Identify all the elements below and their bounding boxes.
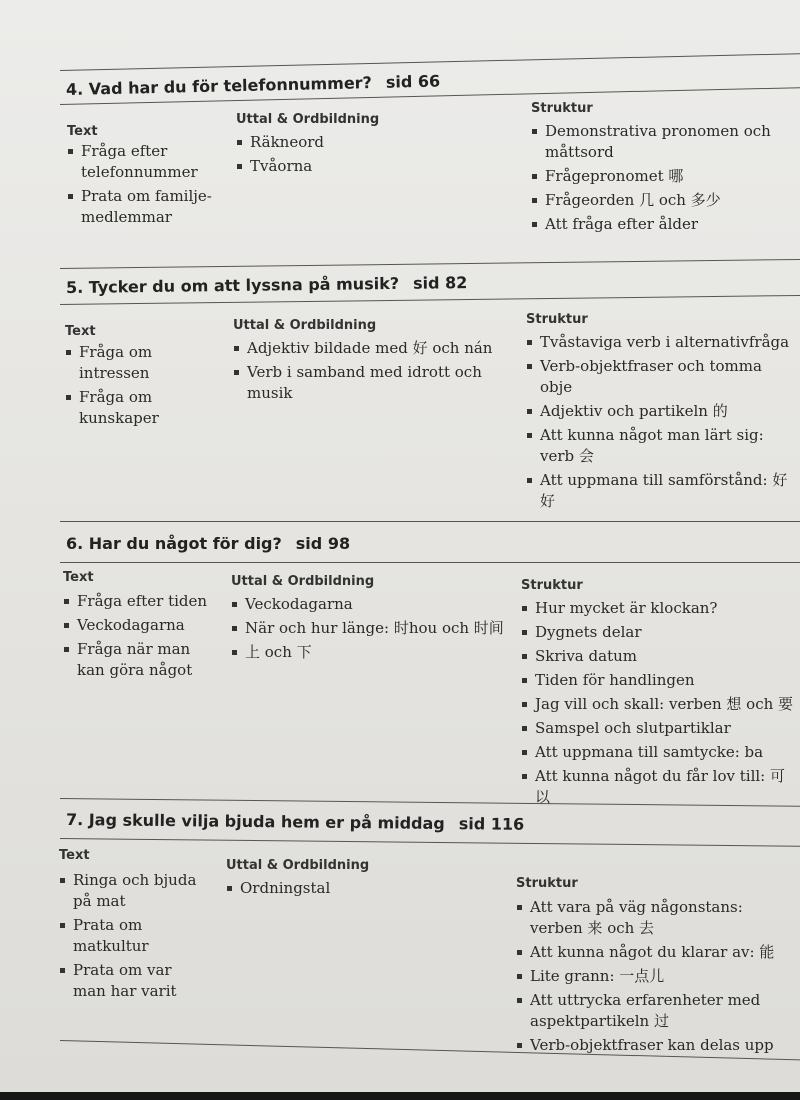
page-reference: sid 82 <box>412 273 468 293</box>
struktur-list <box>531 121 791 238</box>
list-item: Demonstrativa pronomen och måttsord <box>531 121 791 163</box>
text-column-heading: Text <box>63 570 94 585</box>
text-list <box>63 591 218 684</box>
section-top-rule <box>60 259 800 269</box>
list-item: Att uppmana till samförstånd: 好 好 <box>526 470 794 512</box>
list-item: Att kunna något du klarar av: 能 <box>516 942 794 963</box>
section-7-heading <box>66 810 524 834</box>
page-reference: sid 66 <box>385 71 441 92</box>
list-item: Prata om familje-medlemmar <box>67 186 217 228</box>
list-item: Verb-objektfraser och tomma obje <box>526 356 794 398</box>
section-divider <box>60 295 800 305</box>
text-list <box>59 870 209 1005</box>
list-item: Att uttrycka erfarenheter med aspektpartikeln 过 <box>516 990 794 1032</box>
list-item: Fråga när man kan göra något <box>63 639 218 681</box>
text-column-heading: Text <box>59 848 90 863</box>
list-item: Frågepronomet 哪 <box>531 166 791 187</box>
list-item: Tvåorna <box>236 156 486 177</box>
section-title: 6. Har du något för dig? <box>66 534 282 553</box>
list-item: Frågeorden 几 och 多少 <box>531 190 791 211</box>
list-item: Lite grann: 一点儿 <box>516 966 794 987</box>
section-5-heading <box>66 273 468 297</box>
uttal-list <box>236 132 486 180</box>
uttal-list <box>233 338 503 407</box>
section-top-rule <box>60 521 800 522</box>
list-item: Dygnets delar <box>521 622 796 643</box>
text-list <box>67 141 217 231</box>
list-item: Att kunna något man lärt sig: verb 会 <box>526 425 794 467</box>
list-item: Fråga efter tiden <box>63 591 218 612</box>
section-title: 7. Jag skulle vilja bjuda hem er på middag <box>65 810 445 833</box>
list-item: Adjektiv bildade med 好 och nán <box>233 338 503 359</box>
list-item: Ordningstal <box>226 878 486 899</box>
list-item: Ringa och bjuda på mat <box>59 870 209 912</box>
list-item: Jag vill och skall: verben 想 och 要 <box>521 694 796 715</box>
list-item: Skriva datum <box>521 646 796 667</box>
list-item: Verb i samband med idrott och musik <box>233 362 503 404</box>
struktur-list <box>526 332 794 515</box>
list-item: Verb-objektfraser kan delas upp <box>516 1035 794 1056</box>
page-edge-shadow <box>0 1092 800 1100</box>
section-title: 4. Vad har du för telefonnummer? <box>65 73 373 99</box>
list-item: 上 och 下 <box>231 642 506 663</box>
struktur-list <box>516 897 794 1059</box>
uttal-column-heading: Uttal & Ordbildning <box>226 858 370 873</box>
page-reference: sid 98 <box>295 534 351 553</box>
list-item: Tiden för handlingen <box>521 670 796 691</box>
section-title: 5. Tycker du om att lyssna på musik? <box>65 273 400 297</box>
list-item: Att fråga efter ålder <box>531 214 791 235</box>
text-column-heading: Text <box>67 124 98 139</box>
section-6-heading <box>66 534 350 553</box>
uttal-column-heading: Uttal & Ordbildning <box>233 318 377 333</box>
struktur-column-heading: Struktur <box>516 876 578 891</box>
text-column-heading: Text <box>65 324 96 339</box>
page-reference: sid 116 <box>458 814 525 834</box>
list-item: Prata om matkultur <box>59 915 209 957</box>
list-item: Hur mycket är klockan? <box>521 598 796 619</box>
text-list <box>65 342 205 432</box>
list-item: Samspel och slutpartiklar <box>521 718 796 739</box>
struktur-column-heading: Struktur <box>526 312 588 327</box>
section-divider <box>60 562 800 563</box>
list-item: När och hur länge: 时hou och 时间 <box>231 618 506 639</box>
list-item: Fråga efter telefonnummer <box>67 141 217 183</box>
uttal-column-heading: Uttal & Ordbildning <box>231 574 375 589</box>
list-item: Fråga om intressen <box>65 342 205 384</box>
uttal-list <box>226 878 486 902</box>
list-item: Tvåstaviga verb i alternativfråga <box>526 332 794 353</box>
list-item: Att uppmana till samtycke: ba <box>521 742 796 763</box>
list-item: Veckodagarna <box>231 594 506 615</box>
struktur-column-heading: Struktur <box>531 101 593 116</box>
section-top-rule <box>60 53 800 71</box>
list-item: Räkneord <box>236 132 486 153</box>
list-item: Att kunna något du får lov till: 可以 <box>521 766 796 808</box>
struktur-column-heading: Struktur <box>521 578 583 593</box>
list-item: Fråga om kunskaper <box>65 387 205 429</box>
section-4-heading <box>66 72 441 99</box>
list-item: Att vara på väg någonstans: verben 来 och 去 <box>516 897 794 939</box>
section-divider <box>60 838 800 847</box>
list-item: Prata om var man har varit <box>59 960 209 1002</box>
uttal-column-heading: Uttal & Ordbildning <box>236 112 380 127</box>
list-item: Veckodagarna <box>63 615 218 636</box>
uttal-list <box>231 594 506 666</box>
struktur-list <box>521 598 796 811</box>
list-item: Adjektiv och partikeln 的 <box>526 401 794 422</box>
